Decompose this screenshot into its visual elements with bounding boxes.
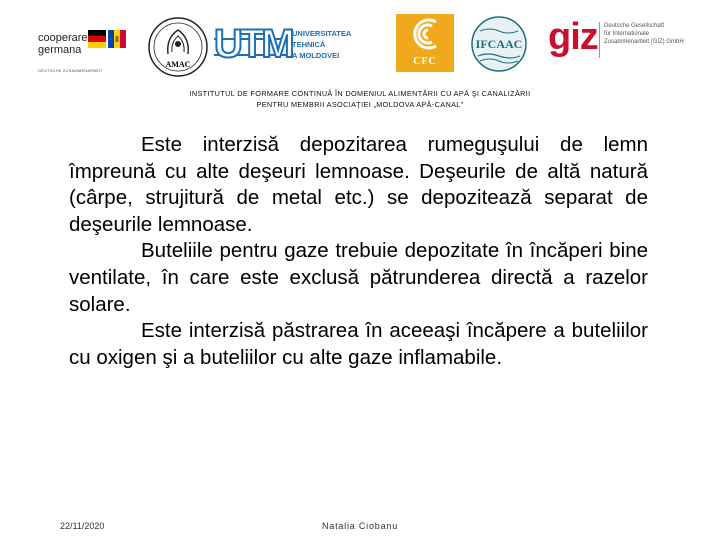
amac-logo — [146, 16, 210, 78]
cooperare-germana-logo — [36, 22, 128, 78]
utm-letters: UTM — [214, 22, 292, 66]
amac-label: AMAC — [165, 60, 191, 69]
cooperare-germana-text: cooperare germana — [38, 32, 88, 56]
institute-line-2: PENTRU MEMBRII ASOCIAŢIEI „MOLDOVA APĂ-CANAL” — [256, 99, 464, 109]
utm-name: UNIVERSITATEA TEHNICĂ A MOLDOVEI — [292, 29, 352, 60]
logo-bar — [0, 0, 720, 90]
paragraph-gas-cylinders: Buteliile pentru gaze trebuie depozitate în încăperi bine ventilate, în care este exclusă pătrunderea directă a razelor solare. — [69, 239, 648, 316]
institute-header — [0, 89, 720, 110]
cfc-logo — [396, 14, 454, 72]
cfc-mark-icon — [396, 14, 454, 54]
institute-line-1: INSTITUTUL DE FORMARE CONTINUĂ ÎN DOMENIUL ALIMENTĂRII CU APĂ ŞI CANALIZĂRII — [189, 89, 531, 98]
cfc-text: CFC — [413, 56, 437, 67]
slide-body — [69, 132, 648, 371]
footer-date: 22/11/2020 — [60, 521, 105, 531]
flags-icon — [86, 28, 128, 68]
giz-word: giz — [548, 16, 598, 58]
utm-logo — [214, 20, 364, 70]
giz-divider — [599, 22, 600, 58]
giz-name: Deutsche Gesellschaft für Internationale Zusammenarbeit (GIZ) GmbH — [604, 23, 684, 45]
footer-author: Natalia Ciobanu — [321, 521, 399, 531]
cooperare-germana-subtitle: DEUTSCHE ZUSAMMENARBEIT — [38, 68, 104, 73]
giz-logo — [548, 16, 708, 62]
ifcaac-logo — [470, 14, 528, 74]
paragraph-sawdust: Este interzisă depozitarea rumeguşului de lemn împreună cu alte deşeuri lemnoase. Deşeurile de altă natură (cârpe, strujitură de metal etc.) se depozitează separat de deşeurile lemnoase. — [69, 133, 648, 236]
paragraph-oxygen-storage: Este interzisă păstrarea în aceeaşi încăpere a buteliilor cu oxigen şi a buteliilor cu alte gaze inflamabile. — [69, 319, 648, 369]
ifcaac-text: IFCAAC — [475, 37, 523, 51]
